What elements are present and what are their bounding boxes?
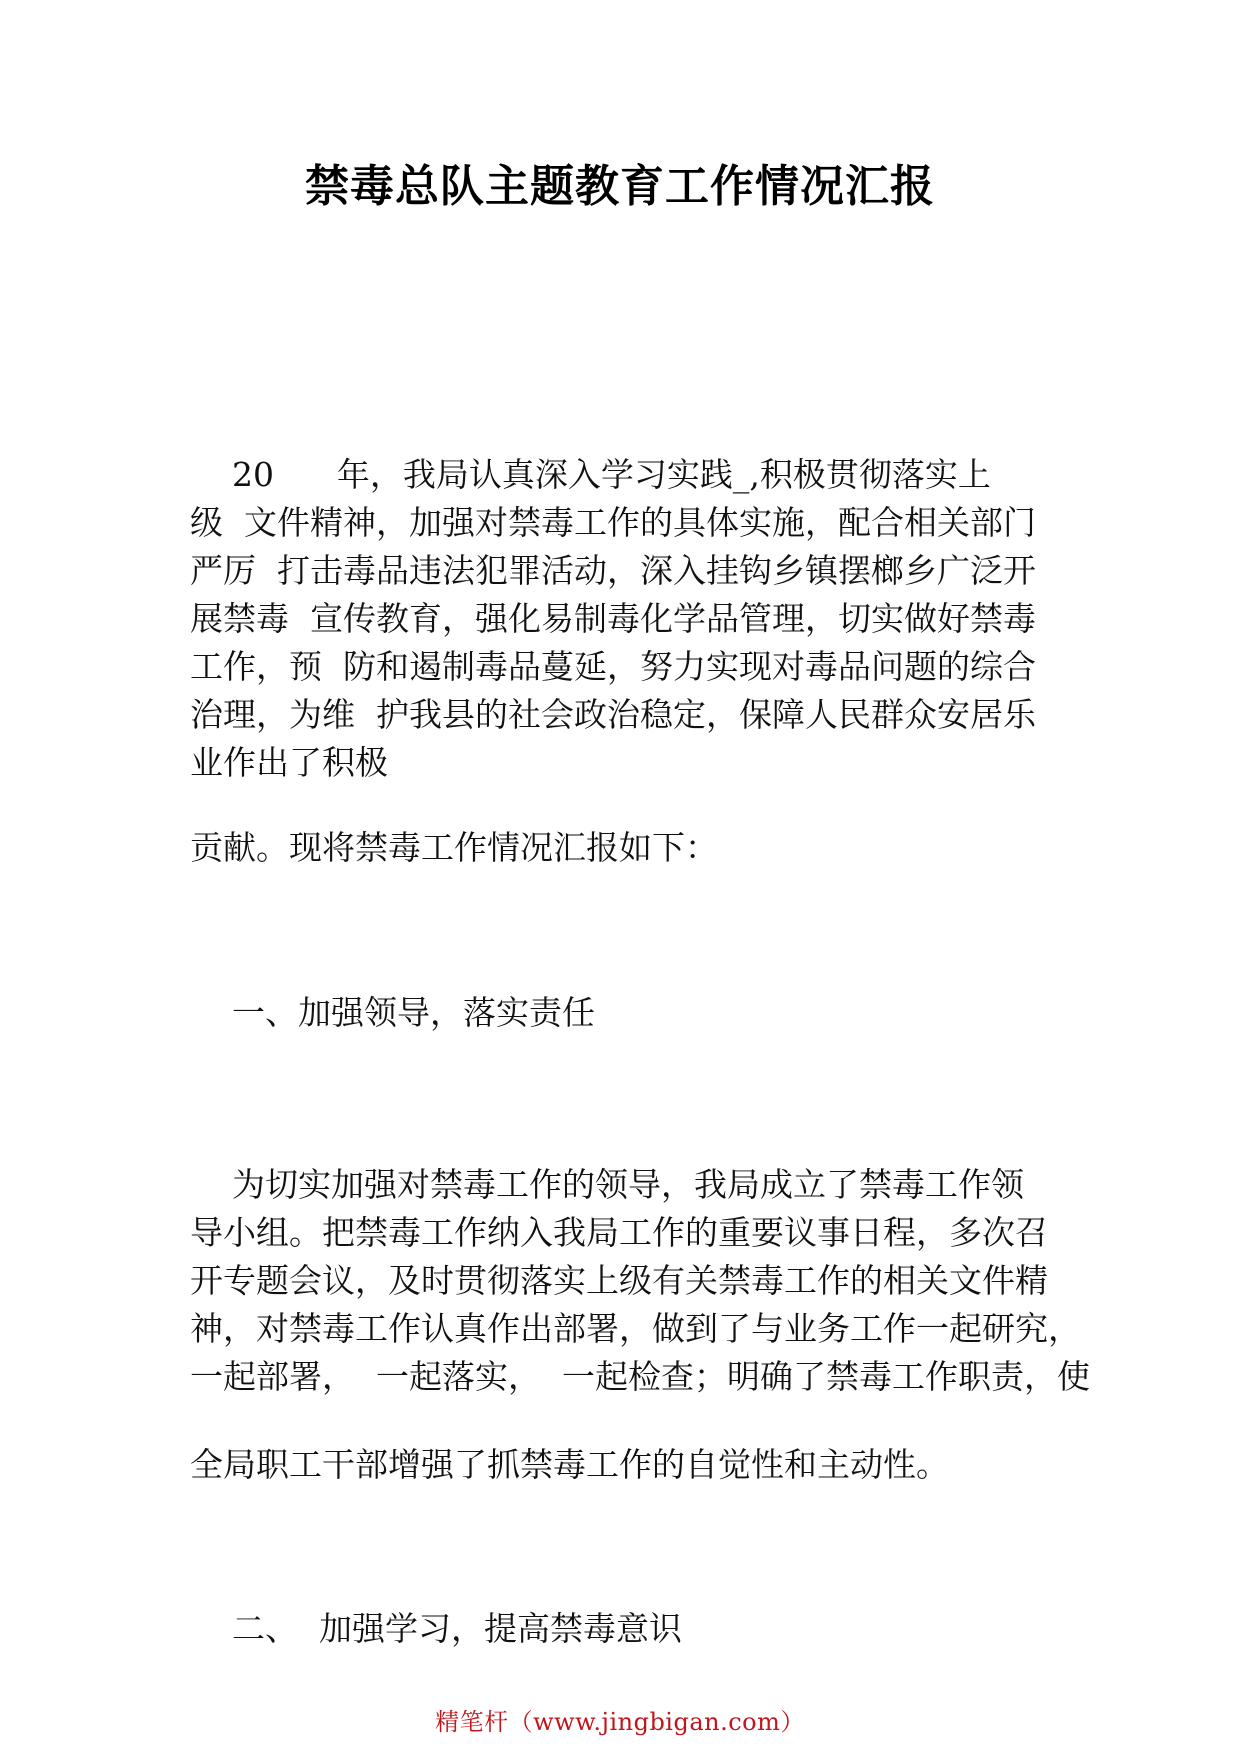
paragraph-line: 级 文件精神，加强对禁毒工作的具体实施，配合相关部门 [190, 503, 1036, 542]
paragraph-line: 20 年，我局认真深入学习实践_,积极贯彻落实上 [190, 455, 991, 494]
paragraph-line: 全局职工干部增强了抓禁毒工作的自觉性和主动性。 [190, 1445, 949, 1484]
intro-paragraph [190, 451, 1060, 787]
paragraph-line: 神，对禁毒工作认真作出部署，做到了与业务工作一起研究， [190, 1309, 1081, 1348]
paragraph-line: 开专题会议，及时贯彻落实上级有关禁毒工作的相关文件精 [190, 1261, 1048, 1300]
paragraph-line: 治理，为维 护我县的社会政治稳定，保障人民群众安居乐 [190, 695, 1036, 734]
footer-watermark: 精笔杆（www.jingbigan.com） [435, 1708, 805, 1736]
paragraph-line: 展禁毒 宣传教育，强化易制毒化学品管理，切实做好禁毒 [190, 599, 1036, 638]
section-heading-text: 一、加强领导，落实责任 [190, 993, 595, 1032]
intro-tail [190, 824, 1060, 872]
paragraph-line: 工作，预 防和遏制毒品蔓延，努力实现对毒品问题的综合 [190, 647, 1036, 686]
section-1-tail [190, 1441, 1060, 1489]
section-heading-2 [190, 1605, 1060, 1653]
section-1-paragraph [190, 1161, 1090, 1401]
paragraph-line: 导小组。把禁毒工作纳入我局工作的重要议事日程，多次召 [190, 1213, 1048, 1252]
paragraph-line: 为切实加强对禁毒工作的领导，我局成立了禁毒工作领 [190, 1165, 1024, 1204]
paragraph-line: 严厉 打击毒品违法犯罪活动，深入挂钩乡镇摆榔乡广泛开 [190, 551, 1036, 590]
paragraph-line: 一起部署， 一起落实， 一起检查；明确了禁毒工作职责，使 [190, 1357, 1090, 1396]
section-heading-text: 二、 加强学习，提高禁毒意识 [190, 1609, 682, 1648]
paragraph-line: 贡献。现将禁毒工作情况汇报如下： [190, 828, 718, 867]
paragraph-line: 业作出了积极 [190, 743, 388, 782]
document-title: 禁毒总队主题教育工作情况汇报 [305, 161, 935, 212]
section-heading-1 [190, 989, 1060, 1037]
